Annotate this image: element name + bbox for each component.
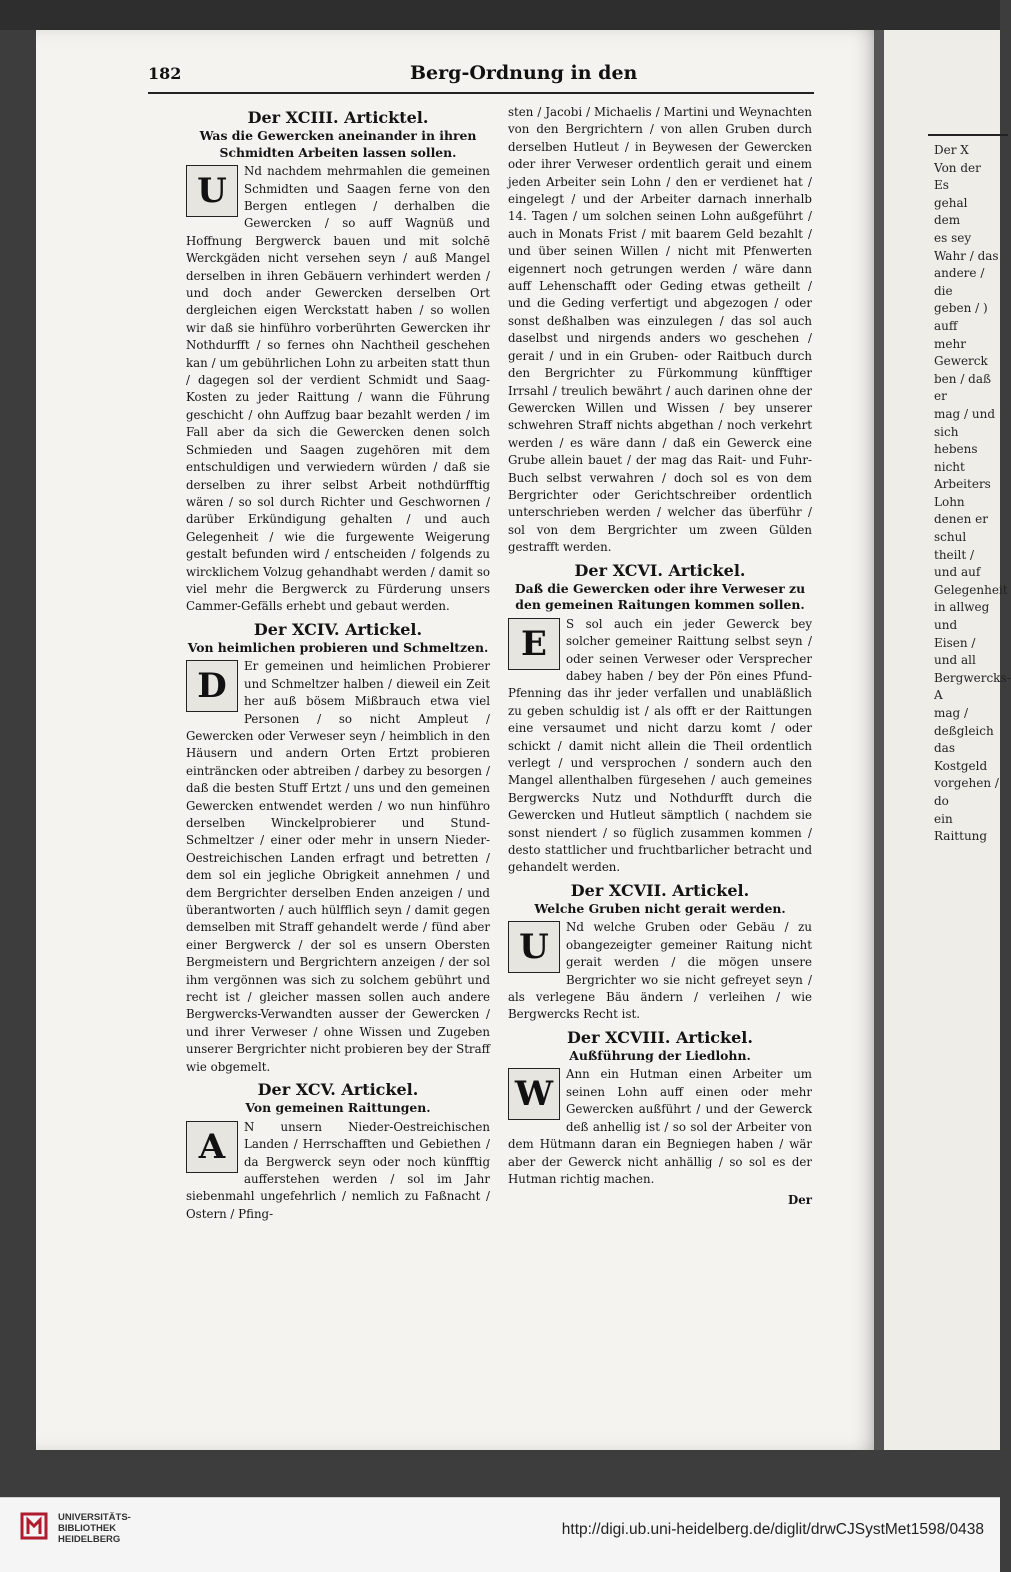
article-body (508, 616, 812, 877)
institution-name[interactable]: UNIVERSITÄTS- BIBLIOTHEK HEIDELBERG (58, 1512, 131, 1545)
book-page-right-fragment (884, 30, 1011, 1450)
catchword: Der (788, 1193, 812, 1208)
article-subheading: Von heimlichen probieren und Schmeltzen. (187, 639, 489, 655)
viewer-footer (0, 1497, 1000, 1572)
dropcap-initial: E (508, 618, 560, 670)
text-column-right (508, 104, 812, 1210)
header-rule (148, 92, 814, 94)
dropcap-initial: A (186, 1121, 238, 1173)
book-spine (874, 30, 884, 1450)
text-column-left (186, 104, 490, 1223)
article-heading: Der XCVIII. Artickel. (567, 1027, 753, 1047)
dropcap-initial: W (508, 1068, 560, 1120)
page-number: 182 (148, 64, 182, 83)
article-body (186, 163, 490, 616)
article-text: Nd nachdem mehrmahlen die gemeinen Schmidten und Saagen ferne von den Bergen entlegen / derhalben die Gewercken / so auff Wagnüß und Hoffnung Bergwerck bauen und mit solchē Werckgäden nicht versehen seyn / auß Mangel derselben in ihren Gebäuern verhindert werden / und doch ander Gewercken derselben Ort dergleichen eigen Werckstatt haben / so wollen wir daß sie hinführo vorberührten Gewercken ihr Nothdurfft / so fernes ohn Nachtheil geschehen kan / um gebührlichen Lohn zu arbeiten statt thun / dagegen sol der verdient Schmidt und Saag-Kosten zu jeder Raittung / wann die Führung geschicht / ohn Auffzug baar bezahlt werden / im Fall aber da sich die Gewercken denen solch Schmieden und Saagen zugehören mit dem entschuldigen und verwiedern würden / daß sie derselben zu ihrer selbst Arbeit nothdürfftig wären / so sol durch Richter und Geschwornen / darüber Erkündigung gehalten / und auch Gelegenheit / wie die furgewente Weigerung gestalt befunden wird / entscheiden / folgends zu wircklichem Volzug gehandhabt werden / damit so viel mehr die Bergwerck zu Fürderung unsers Cammer-Gefälls erhebt und gebaut werden. (186, 164, 490, 614)
article-heading: Der XCVII. Artickel. (570, 880, 750, 900)
article-text-continued: sten / Jacobi / Michaelis / Martini und Weynachten von den Bergrichtern / von allen Gruben durch derselben Hutleut / in Beywesen der Gewercken oder ihrer Verweser ordentlich gerait und einem jeden Arbeiter sein Lohn / den er verdienet hat / eingelegt / und der Arbeiter darnach innerhalb 14. Tagen / um solchen seinen Lohn außgeführt / auch in Monats Frist / mit baarem Geld bezahlt / und über seinen Willen / nicht mit Pfenwerten eigennert noch getrungen werden / wäre dann auff Lehenschafft oder Geding etwas getheilt / und die Geding verfertigt und abgezogen / oder sonst deßhalben was einzulegen / das sol auch daselbst und nirgends anders wo geschehen / gerait / und in ein Gruben- oder Raitbuch durch den Bergrichter zu Fürkommung künfftiger Irrsahl / treulich bewährt / auch darinen ohne der Gewercken Willen und Wissen / bey unserer schwehren Straff nichts abgethan / noch verkehrt werden / es wäre dann / daß ein Gewerck eine Grube allein bauet / der mag das Rait- und Fuhr-Buch selbst verwahren / doch sol es von dem Bergrichter oder Gerichtschreiber ordentlich unterschrieben werden / welcher das überführ / sol von dem Bergrichter um zween Gülden gestrafft werden. (508, 105, 812, 555)
dropcap-initial: U (186, 165, 238, 217)
source-url-link[interactable]: http://digi.ub.uni-heidelberg.de/diglit/drwCJSystMet1598/0438 (561, 1521, 984, 1538)
article-text: Er gemeinen und heimlichen Probierer und Schmeltzer halben / dieweil ein Zeit her auß bösem Mißbrauch etwa viel Personen / so nicht Ampleut / Gewercken oder Verweser seyn / heimblich in den Häusern und andern Orten Ertzt probieren einträncken oder abtreiben / darbey zu besorgen / daß die besten Stuff Ertzt / uns und den gemeinen Gewercken entwendet werden / wo nun hinführo derselben Winckelprobierer und Stund-Schmeltzer / einer oder mehr in unsern Nieder-Oestreichischen Landen erfragt und betretten / dem sol ein jegliche Obrigkeit annehmen / und dem Bergrichter derselben Enden anzeigen / und überantworten / auch hülfflich seyn / damit gegen demselben mit Straff gehandelt werde / fünd aber einer Bergwerck / der sol es unsern Obersten Bergmeistern und Bergrichtern anzeigen / der sol ihm vergönnen was sich zu solchem gebührt und recht ist / gleicher massen sollen auch andere Bergwercks-Verwandten ausser der Gewercken / und ihrer Verweser / ohne Wissen und Zugeben unserer Bergrichter nicht probieren bey der Straff wie obgemelt. (186, 659, 490, 1074)
article-subheading: Was die Gewercken aneinander in ihren Schmidten Arbeiten lassen sollen. (199, 128, 477, 160)
article-text: S sol auch ein jeder Gewerck bey solcher gemeiner Raittung selbst seyn / oder seinen Verweser oder Versprecher dabey haben / bey der Pön eines Pfund-Pfenning das ihr jeder verfallen und unabläßlich zu geben schuldig ist / als offt er der Raittungen eine versaumet und nicht darzu komt / oder schickt / damit nicht allein die Theil ordentlich verlegt / und versprochen / sondern auch den Mangel allenthalben fürgesehen / auch gemeines Bergwercks Nutz und Nothdurfft durch die Gewercken und Hutleut sämptlich ( nachdem sie sonst niendert / so füglich zusammen kommen / desto stattlicher und fruchtbarlicher betracht und gehandelt werden. (508, 616, 812, 875)
article-subheading: Von gemeinen Raittungen. (245, 1100, 431, 1116)
article-subheading: Welche Gruben nicht gerait werden. (534, 900, 786, 916)
dropcap-initial: D (186, 660, 238, 712)
university-logo-icon[interactable] (20, 1512, 48, 1540)
article-heading: Der XCVI. Artickel. (574, 560, 746, 580)
article-subheading: Daß die Gewercken oder ihre Verweser zu den gemeinen Raitungen kommen sollen. (514, 580, 806, 613)
article-heading: Der XCIV. Artickel. (253, 619, 423, 639)
article-subheading: Außführung der Liedlohn. (569, 1047, 751, 1063)
article-text: Nd welche Gruben oder Gebäu / zu obangezeigter gemeiner Raitung nicht gerait werden / die mögen unsere Bergrichter wo sie nicht gefreyet seyn / als verlegene Bäu ändern / verleihen / wie Bergwercks Recht ist. (508, 920, 812, 1022)
scan-background-top (0, 0, 1000, 30)
article-text: Ann ein Hutman einen Arbeiter um seinen Lohn auff einen oder mehr Gewercken außführt / und der Gewerck deß anhellig ist / so sol der Arbeiter von dem Hütmann daran ein Begniegen haben / wär aber der Gewerck nicht anhällig / so sol es der Hutman richtig machen. (508, 1067, 812, 1186)
running-head (148, 62, 848, 86)
dropcap-initial: U (508, 921, 560, 973)
article-body (186, 1119, 490, 1223)
article-heading: Der XCIII. Articktel. (247, 108, 429, 127)
article-body (186, 658, 490, 1076)
page-title: Berg-Ordnung in den (410, 62, 638, 84)
article-heading: Der XCV. Artickel. (257, 1080, 419, 1100)
article-text: N unsern Nieder-Oestreichischen Landen / Herrschafften und Gebiethen / da Bergwerck seyn oder noch künfftig aufferstehen werden / sol im Jahr siebenmahl ungefehrlich / nemlich zu Faßnacht / Ostern / Pfing- (186, 1119, 490, 1221)
article-body (508, 919, 812, 1023)
article-body (508, 1066, 812, 1188)
right-page-text: Der X Von der Es gehal dem es sey Wahr / das andere / die geben / ) auff mehr Gewerck ben / daß er mag / und sich hebens nicht Arbeiters Lohn denen er schul theilt / und auf Gelegenheit in allweg und Eisen / und all Bergwercks-A mag / deßgleich das Kostgeld vorgehen / do ein Raittung (934, 143, 1011, 844)
right-page-rule (928, 134, 1008, 136)
